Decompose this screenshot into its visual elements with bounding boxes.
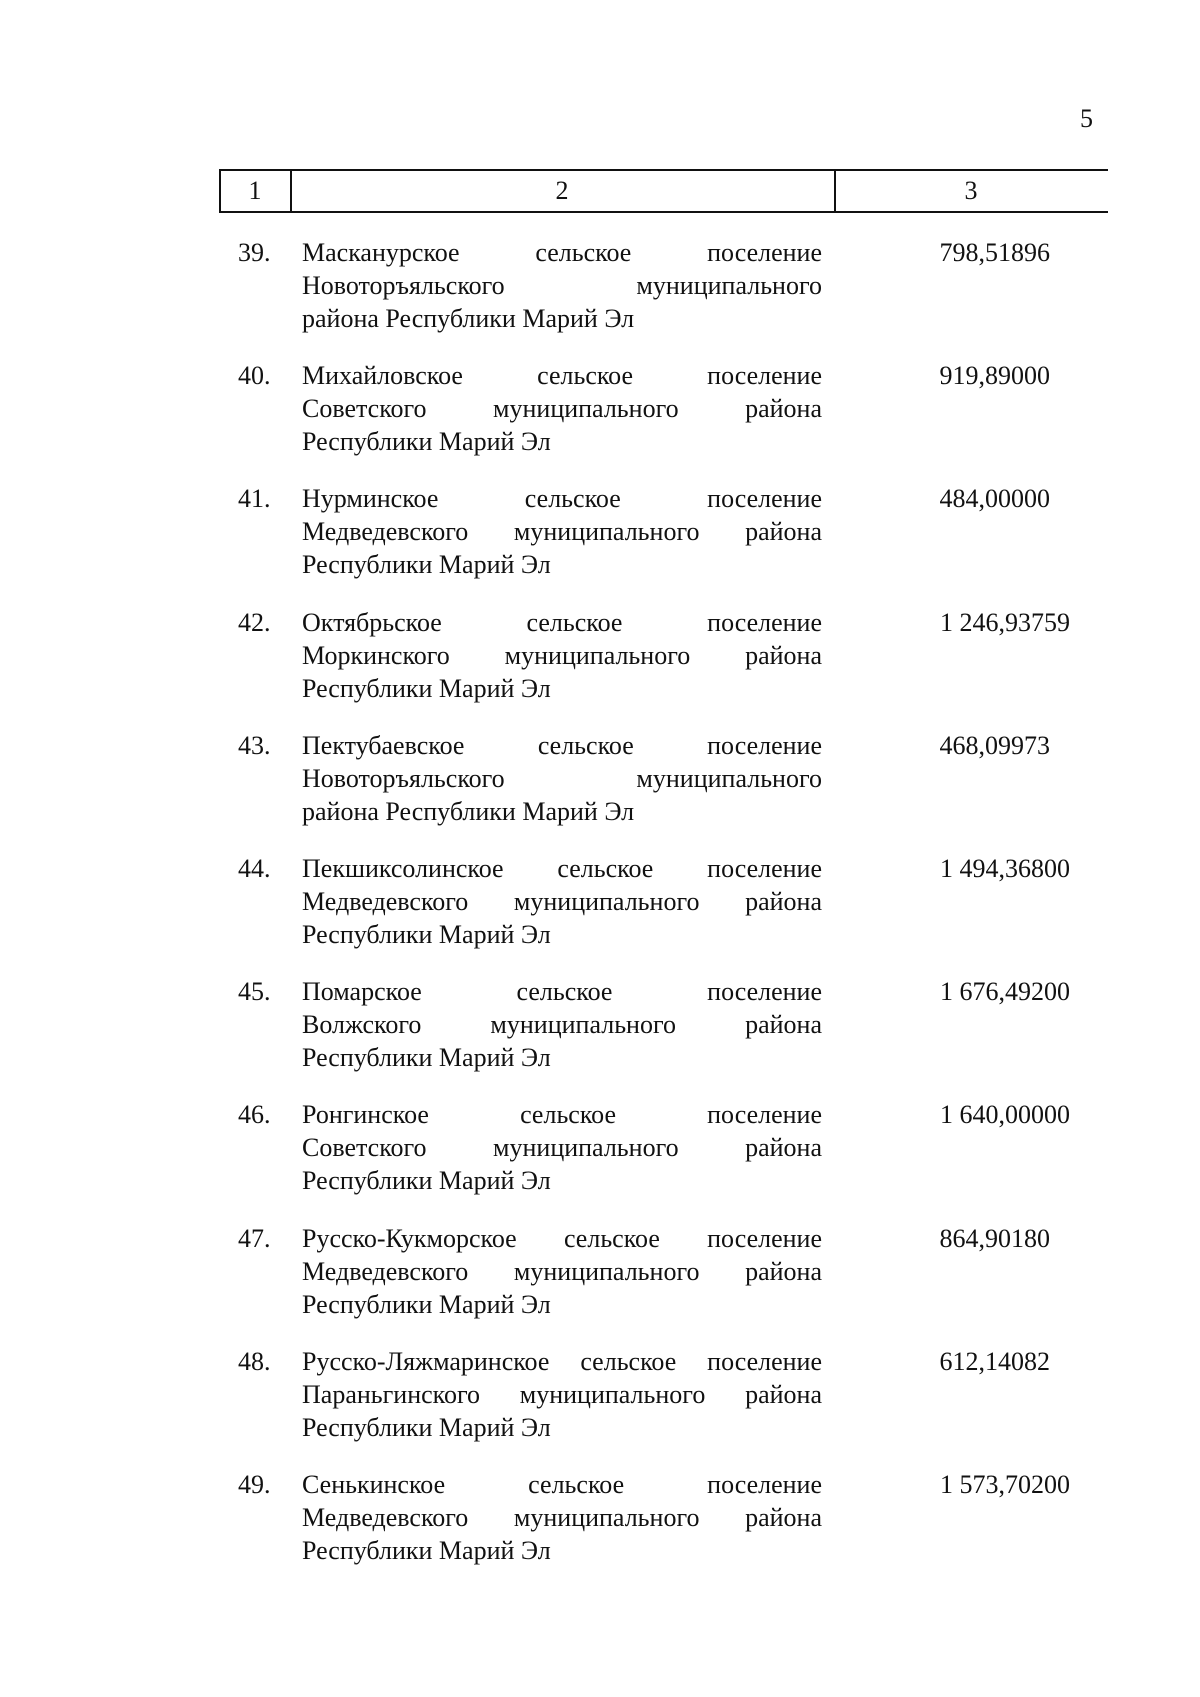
settlement-name-line: района Республики Марий Эл xyxy=(302,304,635,333)
settlement-name-line: Моркинского муниципального района xyxy=(302,640,822,670)
row-number: 46. xyxy=(238,1100,271,1130)
settlement-name-line: Русско-Ляжмаринское сельское поселение xyxy=(302,1346,822,1376)
settlement-name-line: Республики Марий Эл xyxy=(302,1412,551,1442)
settlement-name xyxy=(302,236,822,335)
table-row xyxy=(0,1468,1200,1591)
amount-value: 1 640,00000 xyxy=(940,1100,1070,1130)
amount-value: 1 573,70200 xyxy=(940,1469,1070,1499)
amount-value: 468,09973 xyxy=(939,730,1050,760)
settlement-name xyxy=(302,359,822,458)
amount-value: 919,89000 xyxy=(939,361,1050,391)
amount-value: 484,00000 xyxy=(939,484,1050,514)
header-col-1: 1 xyxy=(248,176,262,205)
settlement-name-line: Помарское сельское поселение xyxy=(302,977,822,1007)
table-row xyxy=(0,1345,1200,1468)
table-row xyxy=(0,606,1200,729)
amount-value: 798,51896 xyxy=(939,238,1050,267)
amount-value: 612,14082 xyxy=(939,1346,1050,1376)
amount-value: 864,90180 xyxy=(939,1223,1050,1253)
settlement-name-line: Республики Марий Эл xyxy=(302,550,551,580)
settlement-name-line: Медведевского муниципального района xyxy=(302,1256,822,1286)
settlement-name-line: Советского муниципального района xyxy=(302,1133,822,1163)
settlement-name-line: Октябрьское сельское поселение xyxy=(302,607,822,637)
settlement-name-line: Республики Марий Эл xyxy=(302,1043,551,1073)
table-row xyxy=(0,729,1200,852)
table-row xyxy=(0,975,1200,1098)
table-header xyxy=(220,169,1108,213)
page-number: 5 xyxy=(1080,104,1093,133)
row-number: 42. xyxy=(238,607,271,637)
settlement-name-line: Республики Марий Эл xyxy=(302,1166,551,1196)
amount-value: 1 676,49200 xyxy=(940,977,1070,1007)
settlement-name-line: Сенькинское сельское поселение xyxy=(302,1469,822,1499)
settlement-name-line: Республики Марий Эл xyxy=(302,673,551,703)
settlement-name xyxy=(302,1468,822,1567)
settlement-name-line: Новоторъяльского муниципального xyxy=(302,763,822,793)
row-number: 44. xyxy=(238,853,271,883)
amount-value: 1 494,36800 xyxy=(940,853,1070,883)
table-row xyxy=(0,482,1200,605)
settlement-name xyxy=(302,482,822,581)
settlement-name-line: Нурминское сельское поселение xyxy=(302,484,822,514)
row-number: 40. xyxy=(238,361,271,391)
settlement-name-line: Параньгинского муниципального района xyxy=(302,1379,822,1409)
settlement-name-line: Республики Марий Эл xyxy=(302,1289,551,1319)
table-row xyxy=(0,1098,1200,1221)
table-row xyxy=(0,1222,1200,1345)
table-row xyxy=(0,359,1200,482)
row-number: 43. xyxy=(238,730,271,760)
amount-value: 1 246,93759 xyxy=(940,607,1070,637)
settlement-name xyxy=(302,1098,822,1197)
row-number: 41. xyxy=(238,484,271,514)
settlement-name-line: Михайловское сельское поселение xyxy=(302,361,822,391)
settlement-name-line: Русско-Кукморское сельское поселение xyxy=(302,1223,822,1253)
settlement-name-line: Республики Марий Эл xyxy=(302,427,551,457)
settlement-name-line: Медведевского муниципального района xyxy=(302,886,822,916)
settlement-name-line: Ронгинское сельское поселение xyxy=(302,1100,822,1130)
row-number: 45. xyxy=(238,977,271,1007)
settlement-name-line: Масканурское сельское поселение xyxy=(302,238,822,267)
table-row xyxy=(0,236,1200,359)
table-row xyxy=(0,852,1200,975)
settlement-name xyxy=(302,606,822,705)
settlement-name-line: Новоторъяльского муниципального xyxy=(302,271,822,300)
settlement-name xyxy=(302,975,822,1074)
header-col-2: 2 xyxy=(555,176,569,205)
header-col-3: 3 xyxy=(964,176,978,205)
settlement-name-line: Советского муниципального района xyxy=(302,394,822,424)
settlement-name-line: Медведевского муниципального района xyxy=(302,1502,822,1532)
settlement-name-line: Республики Марий Эл xyxy=(302,1535,551,1565)
settlement-name-line: района Республики Марий Эл xyxy=(302,796,635,826)
row-number: 48. xyxy=(238,1346,271,1376)
settlement-name xyxy=(302,1345,822,1444)
settlement-name xyxy=(302,852,822,951)
settlement-name-line: Медведевского муниципального района xyxy=(302,517,822,547)
table-body xyxy=(0,236,1200,1591)
settlement-name xyxy=(302,1222,822,1321)
settlement-name xyxy=(302,729,822,828)
settlement-name-line: Волжского муниципального района xyxy=(302,1010,822,1040)
settlement-name-line: Республики Марий Эл xyxy=(302,919,551,949)
row-number: 49. xyxy=(238,1469,271,1499)
row-number: 47. xyxy=(238,1223,271,1253)
settlement-name-line: Пекшиксолинское сельское поселение xyxy=(302,853,822,883)
row-number: 39. xyxy=(238,238,271,267)
settlement-name-line: Пектубаевское сельское поселение xyxy=(302,730,822,760)
